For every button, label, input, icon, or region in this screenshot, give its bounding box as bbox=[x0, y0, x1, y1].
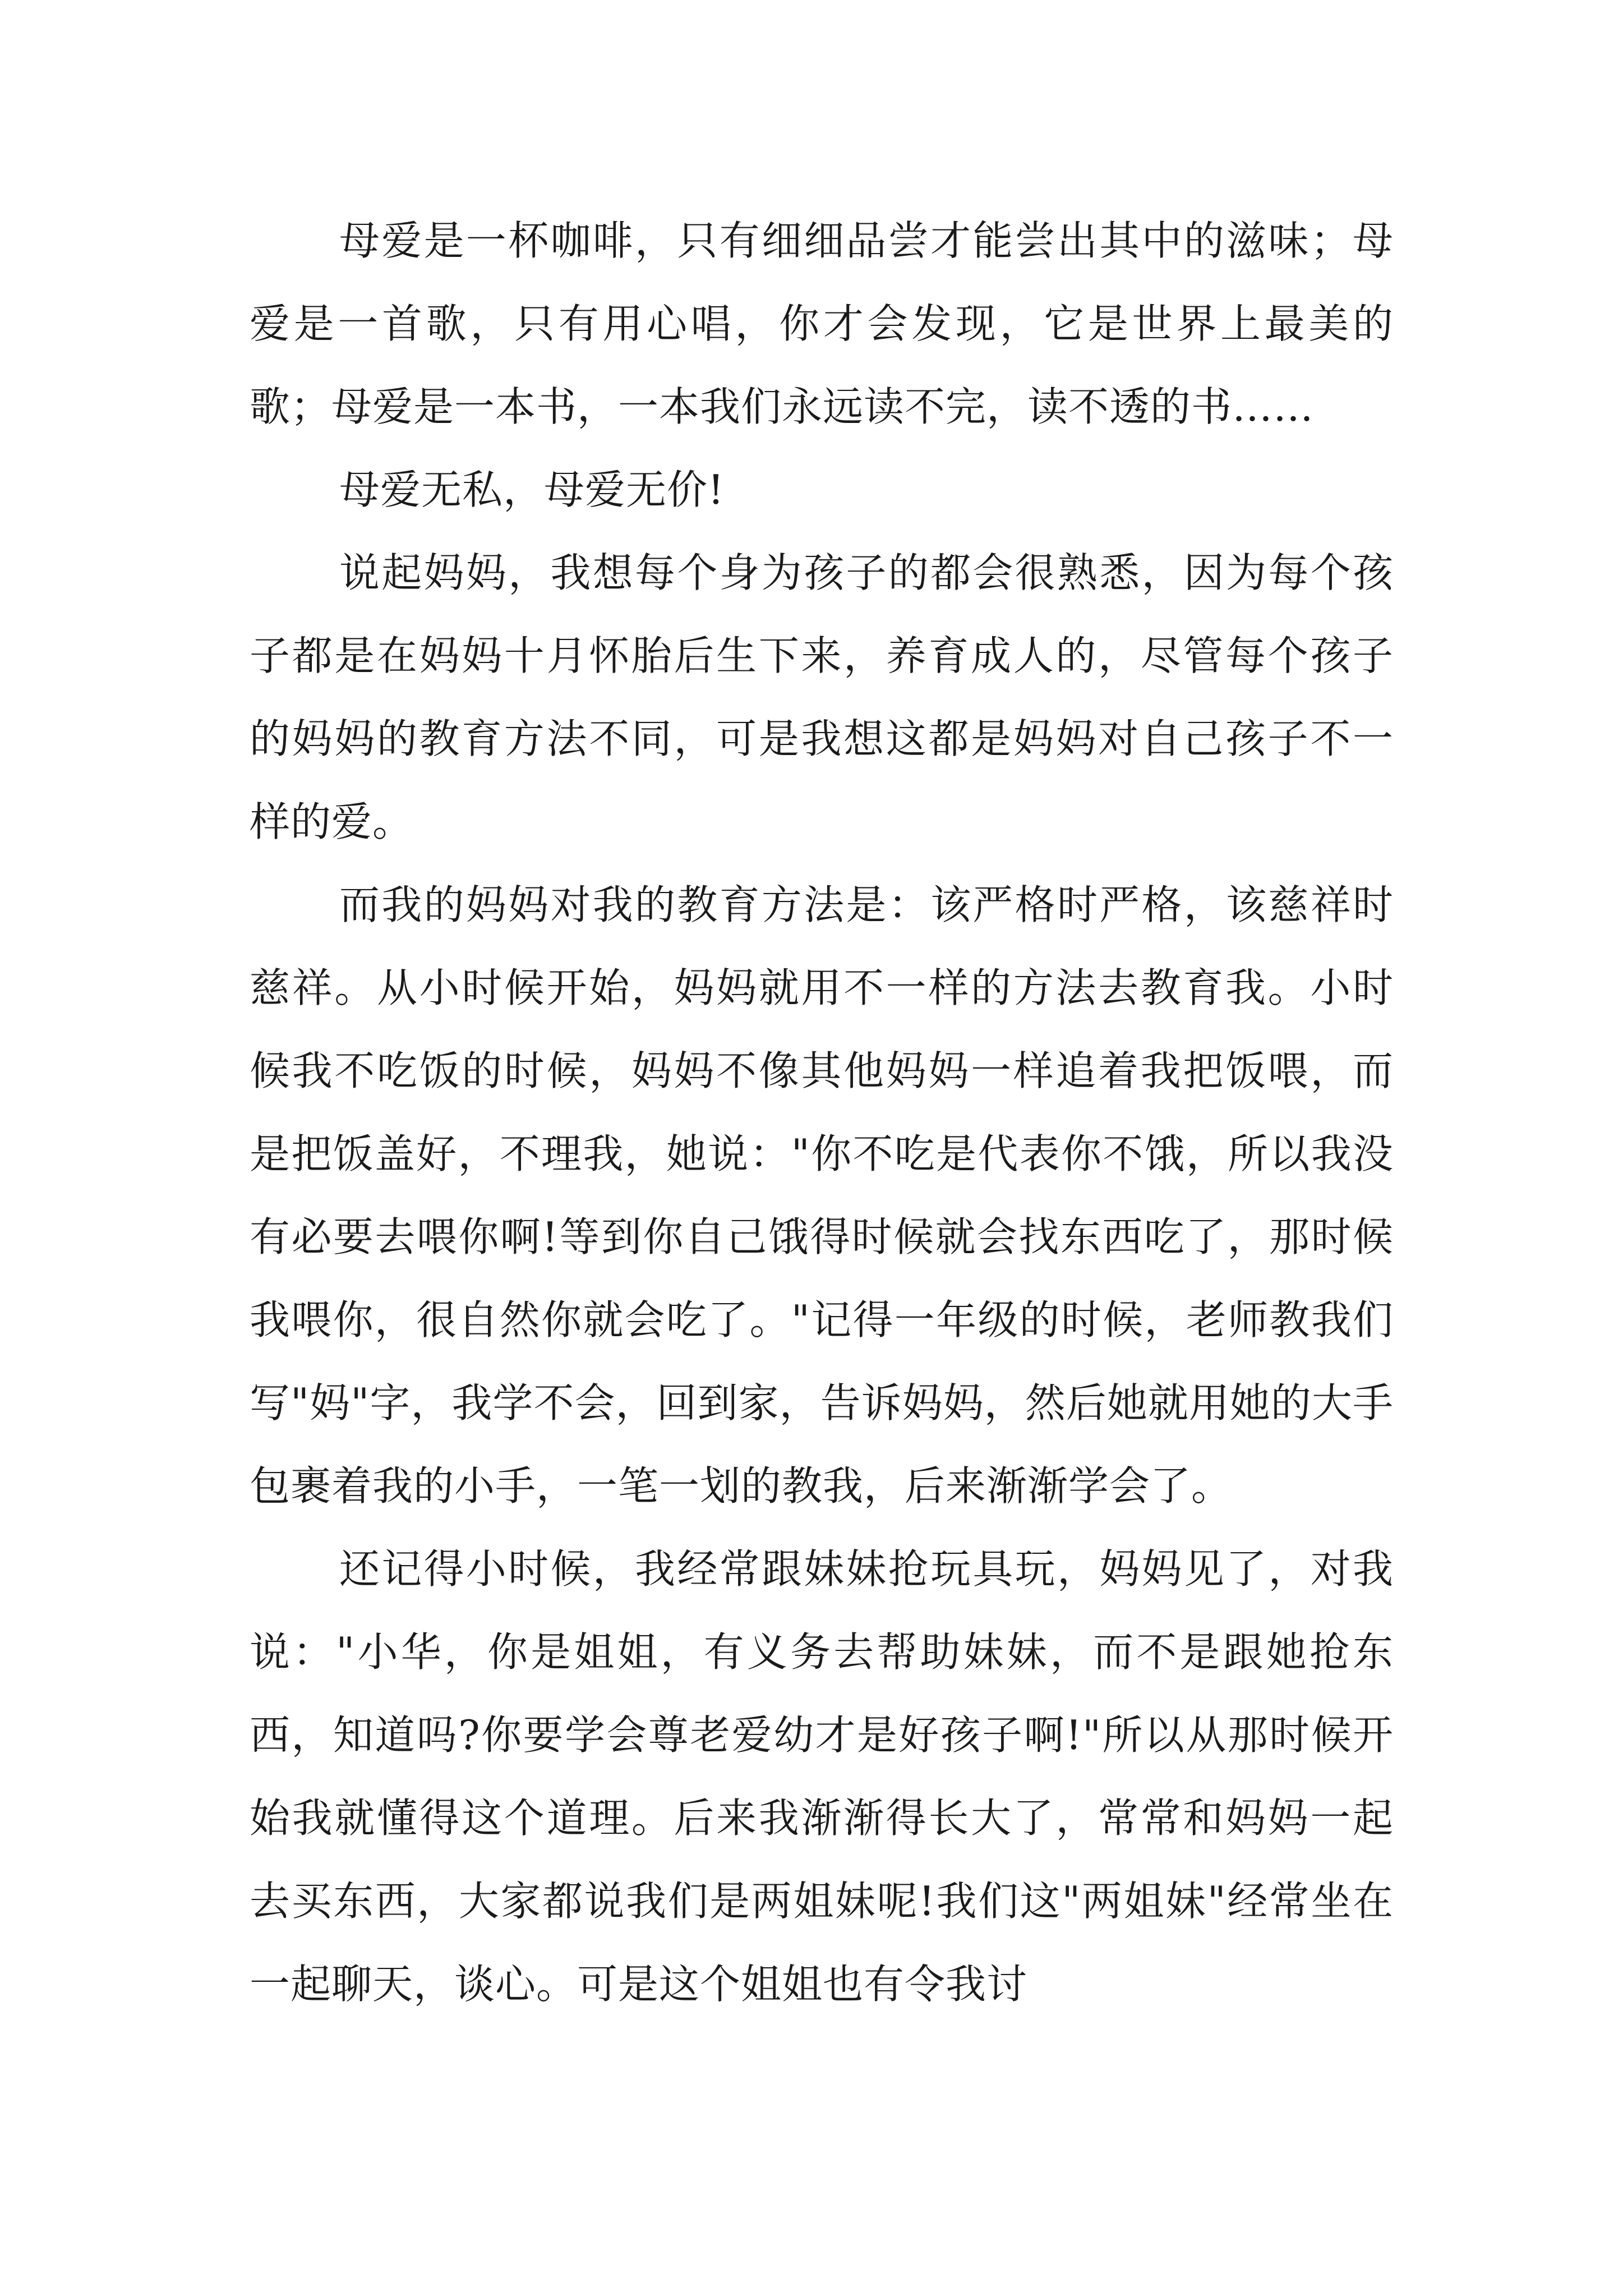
document-body bbox=[250, 199, 1394, 2026]
paragraph-5: 还记得小时候，我经常跟妹妹抢玩具玩，妈妈见了，对我说："小华，你是姐姐，有义务去帮助妹妹，而不是跟她抢东西，知道吗?你要学会尊老爱幼才是好孩子啊!"所以从那时候开始我就懂得这个道理。后来我渐渐得长大了，常常和妈妈一起去买东西，大家都说我们是两姐妹呢!我们这"两姐妹"经常坐在一起聊天，谈心。可是这个姐姐也有令我讨 bbox=[250, 1545, 1394, 2008]
paragraph-1: 母爱是一杯咖啡，只有细细品尝才能尝出其中的滋味；母爱是一首歌，只有用心唱，你才会发现，它是世界上最美的歌；母爱是一本书，一本我们永远读不完，读不透的书…… bbox=[250, 217, 1394, 430]
paragraph-4: 而我的妈妈对我的教育方法是：该严格时严格，该慈祥时慈祥。从小时候开始，妈妈就用不一样的方法去教育我。小时候我不吃饭的时候，妈妈不像其他妈妈一样追着我把饭喂，而是把饭盖好，不理我，她说："你不吃是代表你不饿，所以我没有必要去喂你啊!等到你自己饿得时候就会找东西吃了，那时候我喂你，很自然你就会吃了。"记得一年级的时候，老师教我们写"妈"字，我学不会，回到家，告诉妈妈，然后她就用她的大手包裹着我的小手，一笔一划的教我，后来渐渐学会了。 bbox=[250, 881, 1394, 1510]
paragraph-3: 说起妈妈，我想每个身为孩子的都会很熟悉，因为每个孩子都是在妈妈十月怀胎后生下来，养育成人的，尽管每个孩子的妈妈的教育方法不同，可是我想这都是妈妈对自己孩子不一样的爱。 bbox=[250, 549, 1394, 845]
paragraph-2: 母爱无私，母爱无价! bbox=[339, 466, 725, 513]
